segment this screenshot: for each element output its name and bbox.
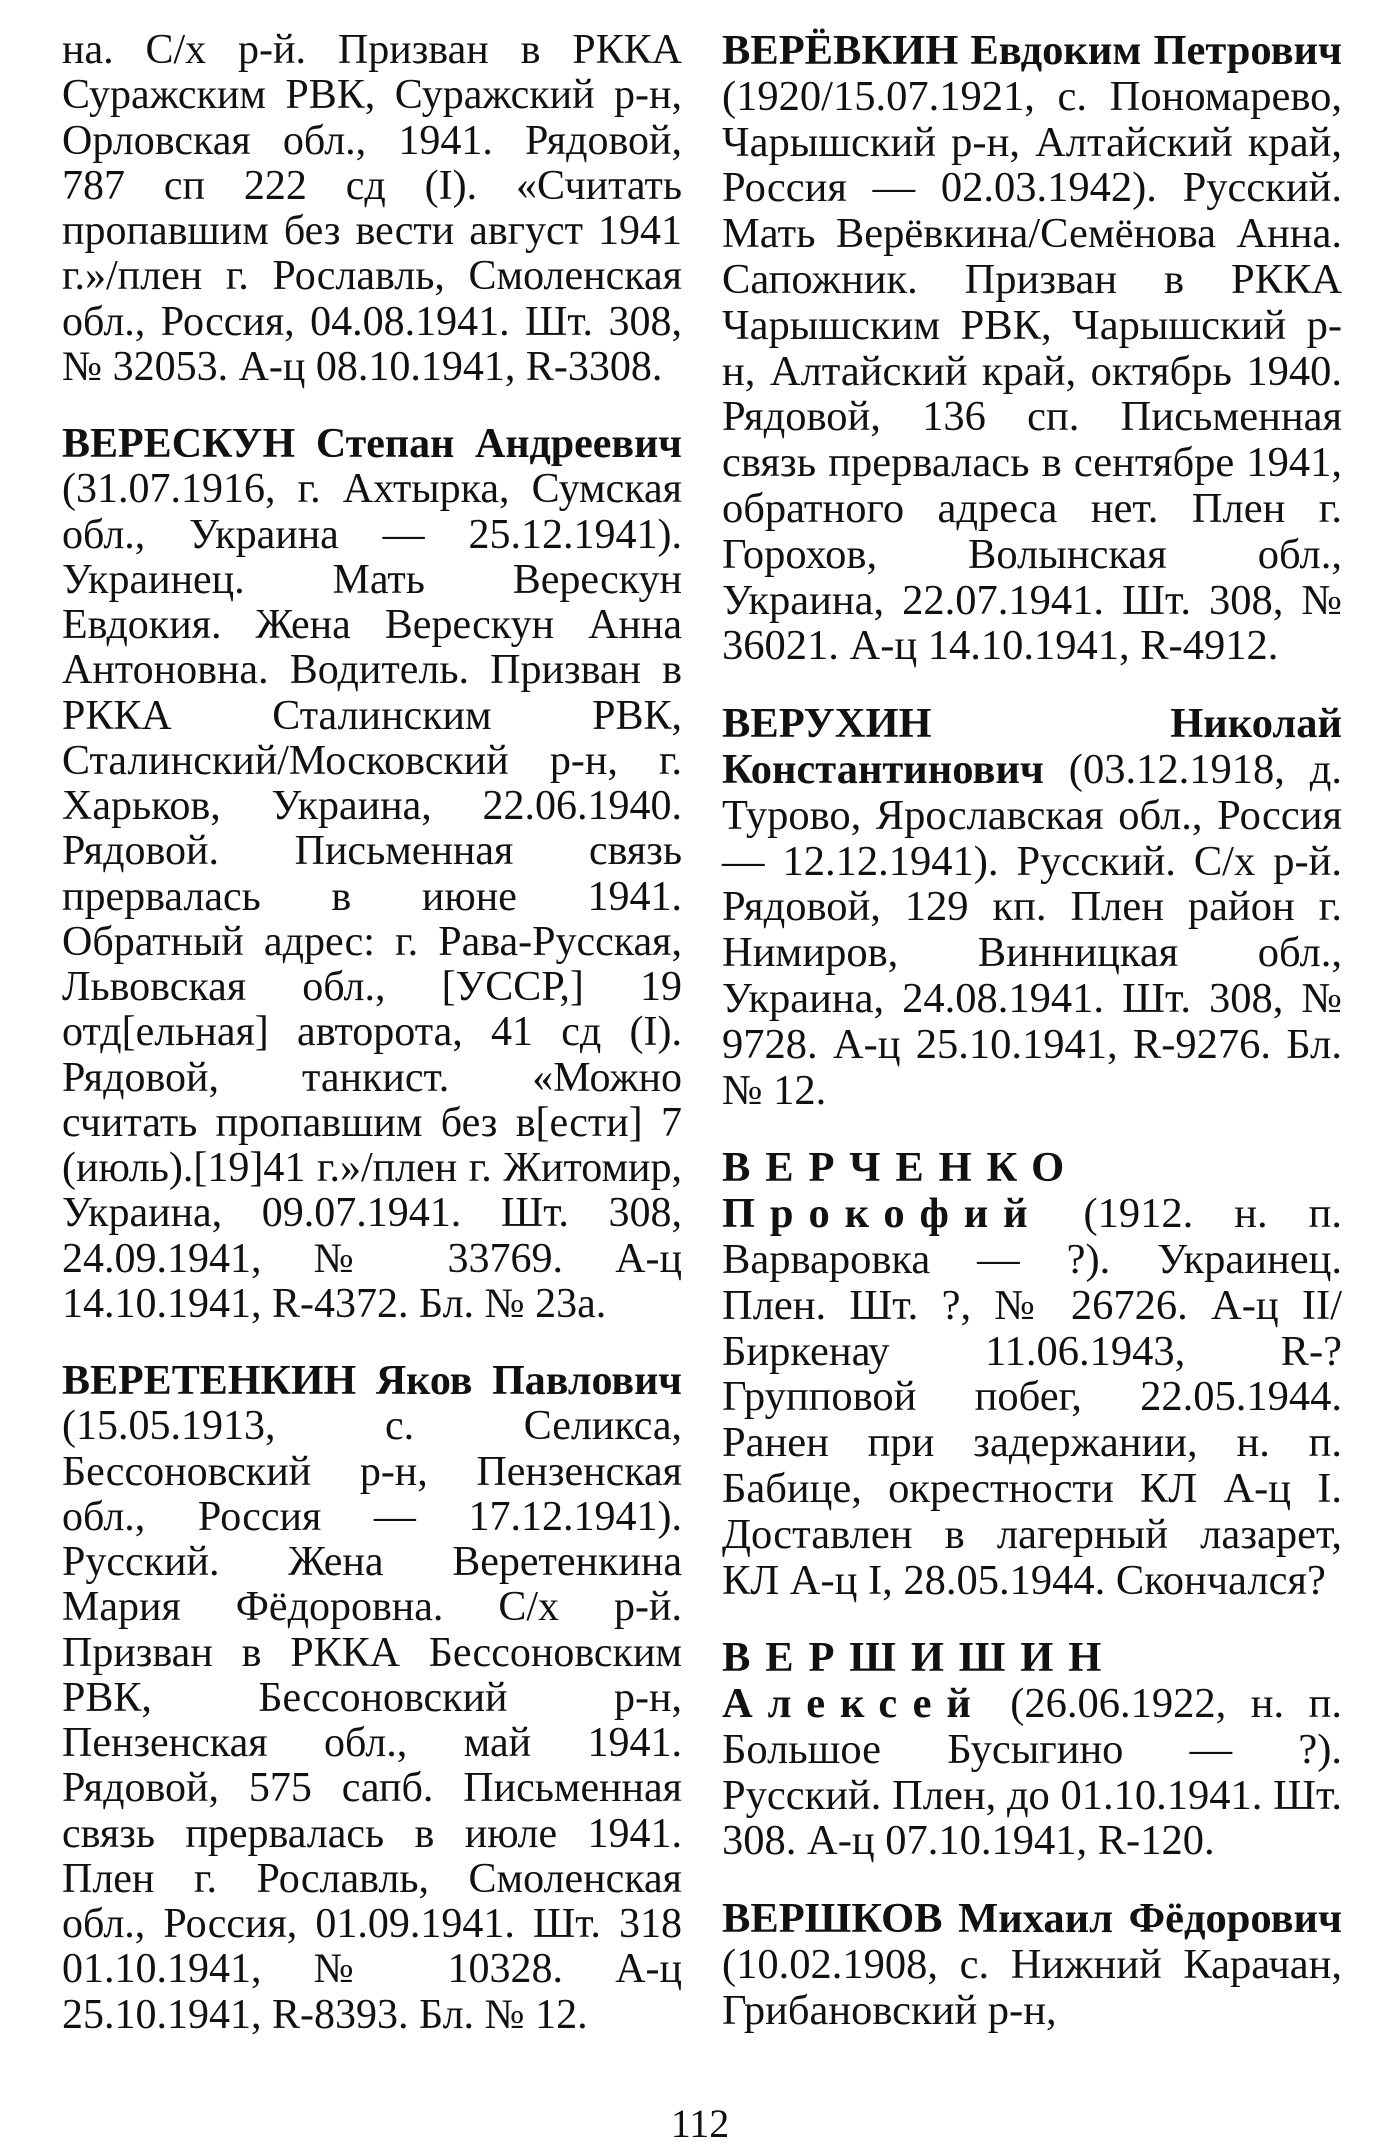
entry-name: ВЕРЧЕНКО Прокофий <box>722 1144 1080 1238</box>
entry-verchenko <box>722 1145 1342 1603</box>
entry-text: (03.12.1918, д. Турово, Ярославская обл., Россия — 12.12.1941). Русский. С/х р-й. Рядовой, 129 кп. Плен район г. Нимиров, Винницкая обл., Украина, 24.08.1941. Шт. 308, № 9728. А-ц 25.10.1941, R-9276. Бл. № 12. <box>722 745 1342 1114</box>
entry-vershishin <box>722 1635 1342 1864</box>
entry-text: (1920/15.07.1921, с. Пономарево, Чарышский р-н, Алтайский край, Россия — 02.03.1942). Русский. Мать Верёвкина/Семёнова Анна. Сапожник. Призван в РККА Чарышским РВК, Чарышский р-н, Алтайский край, октябрь 1940. Рядовой, 136 сп. Письменная связь прервалась в сентябре 1941, обратного адреса нет. Плен г. Горохов, Волынская обл., Украина, 22.07.1941. Шт. 308, № 36021. А-ц 14.10.1941, R-4912. <box>722 72 1342 670</box>
entry-text: (26.06.1922, н. п. Большое Бусыгино — ?). Русский. Плен, до 01.10.1941. Шт. 308. А-ц 07.10.1941, R-120. <box>722 1680 1342 1865</box>
left-column <box>62 28 682 2070</box>
entry-text: (1912. н. п. Варваровка — ?). Украинец. Плен. Шт. ?, № 26726. А-ц II/Биркенау 11.06.1943, R-? Групповой побег, 22.05.1944. Ранен при задержании, н. п. Бабице, окрестности КЛ А-ц I. Доставлен в лагерный лазарет, КЛ А-ц I, 28.05.1944. Скончался? <box>722 1190 1342 1604</box>
entry-text: на. С/х р-й. Призван в РККА Суражским РВК, Суражский р-н, Орловская обл., 1941. Рядовой, 787 сп 222 сд (I). «Считать пропавшим без вести август 1941 г.»/плен г. Рославль, Смоленская обл., Россия, 04.08.1941. Шт. 308, № 32053. А-ц 08.10.1941, R-3308. <box>62 27 682 390</box>
entry-continued <box>62 28 682 390</box>
entry-name: ВЕРЕТЕНКИН Яков Павлович <box>62 1358 682 1404</box>
entry-name: ВЕРШИШИН Алексей <box>722 1634 1117 1728</box>
entry-vershkov <box>722 1896 1342 2033</box>
page-number: 112 <box>670 2101 730 2146</box>
entry-name: ВЕРУХИН Николай Константинович <box>722 700 1342 793</box>
entry-veruhin <box>722 701 1342 1113</box>
right-column <box>722 28 1342 2066</box>
entry-name: ВЕРЕСКУН Степан Андреевич <box>62 421 682 467</box>
entry-name: ВЕРЁВКИН Евдоким Петрович <box>722 27 1342 74</box>
entry-veretenkin <box>62 1359 682 2038</box>
entry-text: (10.02.1908, с. Нижний Карачан, Грибановский р-н, <box>722 1941 1342 2034</box>
entry-name: ВЕРШКОВ Михаил Фёдорович <box>722 1895 1342 1943</box>
entry-vereskun <box>62 422 682 1327</box>
entry-text: (15.05.1913, с. Селикса, Бессоновский р-н, Пензенская обл., Россия — 17.12.1941). Русский. Жена Веретенкина Мария Фёдоровна. С/х р-й. Призван в РККА Бессоновским РВК, Бессоновский р-н, Пензенская обл., май 1941. Рядовой, 575 сапб. Письменная связь прервалась в июле 1941. Плен г. Рославль, Смоленская обл., Россия, 01.09.1941. Шт. 318 01.10.1941, № 10328. А-ц 25.10.1941, R-8393. Бл. № 12. <box>62 1403 682 2038</box>
entry-text: (31.07.1916, г. Ахтырка, Сумская обл., Украина — 25.12.1941). Украинец. Мать Верескун Евдокия. Жена Верескун Анна Антоновна. Водитель. Призван в РККА Сталинским РВК, Сталинский/Московский р-н, г. Харьков, Украина, 22.06.1940. Рядовой. Письменная связь прервалась в июне 1941. Обратный адрес: г. Рава-Русская, Львовская обл., [УССР,] 19 отд[ельная] авторота, 41 сд (I). Рядовой, танкист. «Можно считать пропавшим без в[ести] 7 (июль).[19]41 г.»/плен г. Житомир, Украина, 09.07.1941. Шт. 308, 24.09.1941, № 33769. А-ц 14.10.1941, R-4372. Бл. № 23а. <box>62 466 682 1327</box>
entry-verevkin <box>722 28 1342 669</box>
